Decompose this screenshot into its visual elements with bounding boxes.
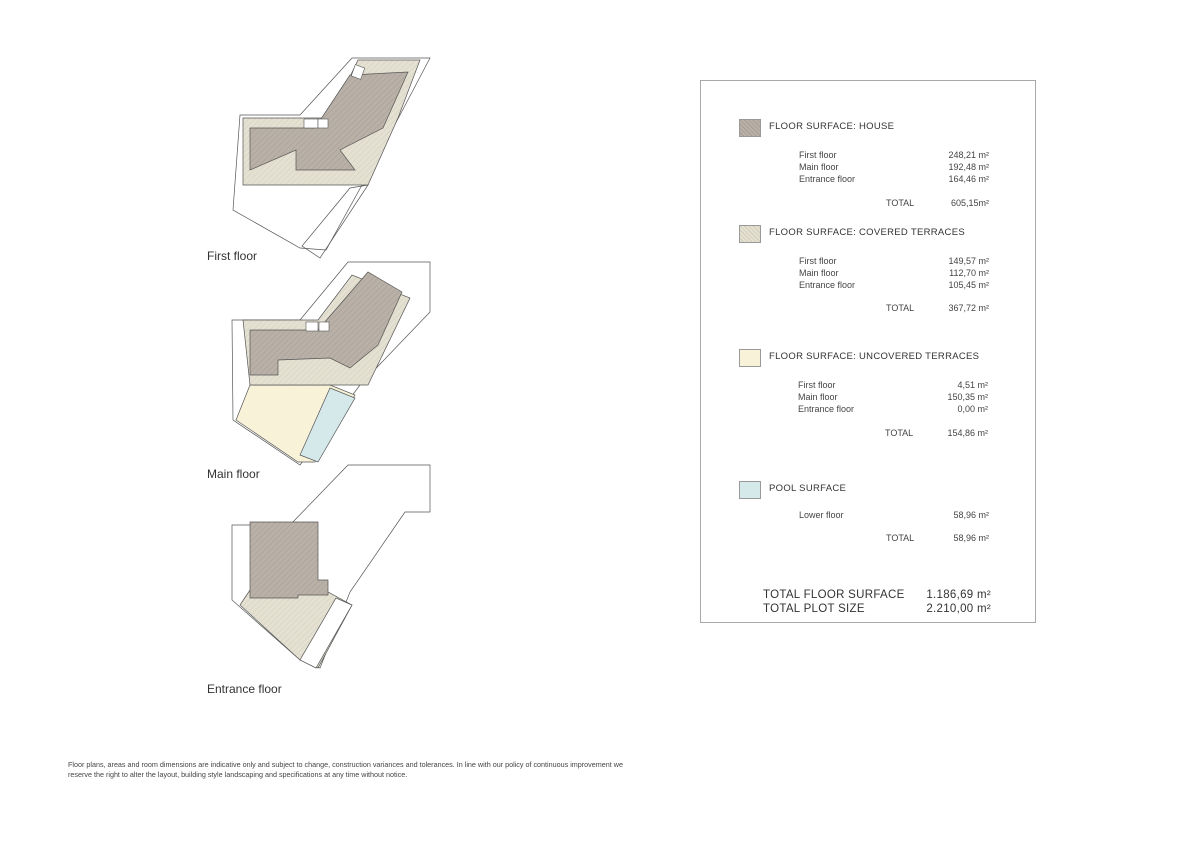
section-title: POOL SURFACE xyxy=(769,483,847,494)
main-floor-label: Main floor xyxy=(207,467,260,481)
total-plot-size: TOTAL PLOT SIZE 2.210,00 m² xyxy=(763,603,991,615)
first-floor-plan xyxy=(233,58,430,258)
uncovered-swatch xyxy=(739,349,761,367)
main-floor-skylight-2 xyxy=(319,322,329,331)
first-floor-skylight-2 xyxy=(304,119,318,128)
section-title: FLOOR SURFACE: COVERED TERRACES xyxy=(769,227,965,238)
section-title: FLOOR SURFACE: HOUSE xyxy=(769,121,895,132)
covered-row-first: First floor 149,57 m² xyxy=(799,256,989,266)
uncovered-row-entrance: Entrance floor 0,00 m² xyxy=(798,404,988,414)
first-floor-label: First floor xyxy=(207,249,258,263)
entrance-floor-house xyxy=(250,522,328,598)
main-floor-plan xyxy=(232,262,430,465)
house-row-main: Main floor 192,48 m² xyxy=(799,162,989,172)
house-swatch xyxy=(739,119,761,137)
pool-row-lower: Lower floor 58,96 m² xyxy=(799,510,989,520)
main-floor-skylight-1 xyxy=(306,322,318,331)
first-floor-deck-outline xyxy=(302,185,368,258)
covered-row-main: Main floor 112,70 m² xyxy=(799,268,989,278)
first-floor-skylight-3 xyxy=(318,119,328,128)
covered-row-entrance: Entrance floor 105,45 m² xyxy=(799,280,989,290)
pool-swatch xyxy=(739,481,761,499)
surface-summary-panel: FLOOR SURFACE: HOUSE First floor 248,21 m² Main floor 192,48 m² Entrance floor 164,46 m² TOTAL 605,15m² FLOOR SURFACE: COVERED TERRACES First floor 149,57 m² Main floor 112,70 m² Entrance floor 105,45 m² TOTAL 367,72 m² FLOOR SURFACE: UNCOVERED TERRACES First floor 4,51 m² Main floor 150,35 m² Entrance floor 0,00 m² TOTAL 154,86 m² POOL SURFACE Lower floor 58,96 m² TOTAL 58,96 m² TOTAL FLOOR SURFACE 1.186,69 m² TOTAL PLOT SIZE 2.210,00 m² xyxy=(700,80,1036,623)
floor-plans-drawing xyxy=(0,0,640,740)
floor-plans xyxy=(0,0,640,740)
covered-swatch xyxy=(739,225,761,243)
uncovered-row-first: First floor 4,51 m² xyxy=(798,380,988,390)
entrance-floor-plan xyxy=(232,465,430,668)
entrance-floor-label: Entrance floor xyxy=(207,682,282,696)
house-row-first: First floor 248,21 m² xyxy=(799,150,989,160)
section-title: FLOOR SURFACE: UNCOVERED TERRACES xyxy=(769,351,980,362)
house-row-entrance: Entrance floor 164,46 m² xyxy=(799,174,989,184)
disclaimer-text: Floor plans, areas and room dimensions are indicative only and subject to change, construction variances and tolerances. In line with our policy of continuous improvement we reserve the right to alter the layout, building style landscaping and specifications at any time without notice. xyxy=(68,760,623,779)
uncovered-row-main: Main floor 150,35 m² xyxy=(798,392,988,402)
total-floor-surface: TOTAL FLOOR SURFACE 1.186,69 m² xyxy=(763,589,991,601)
